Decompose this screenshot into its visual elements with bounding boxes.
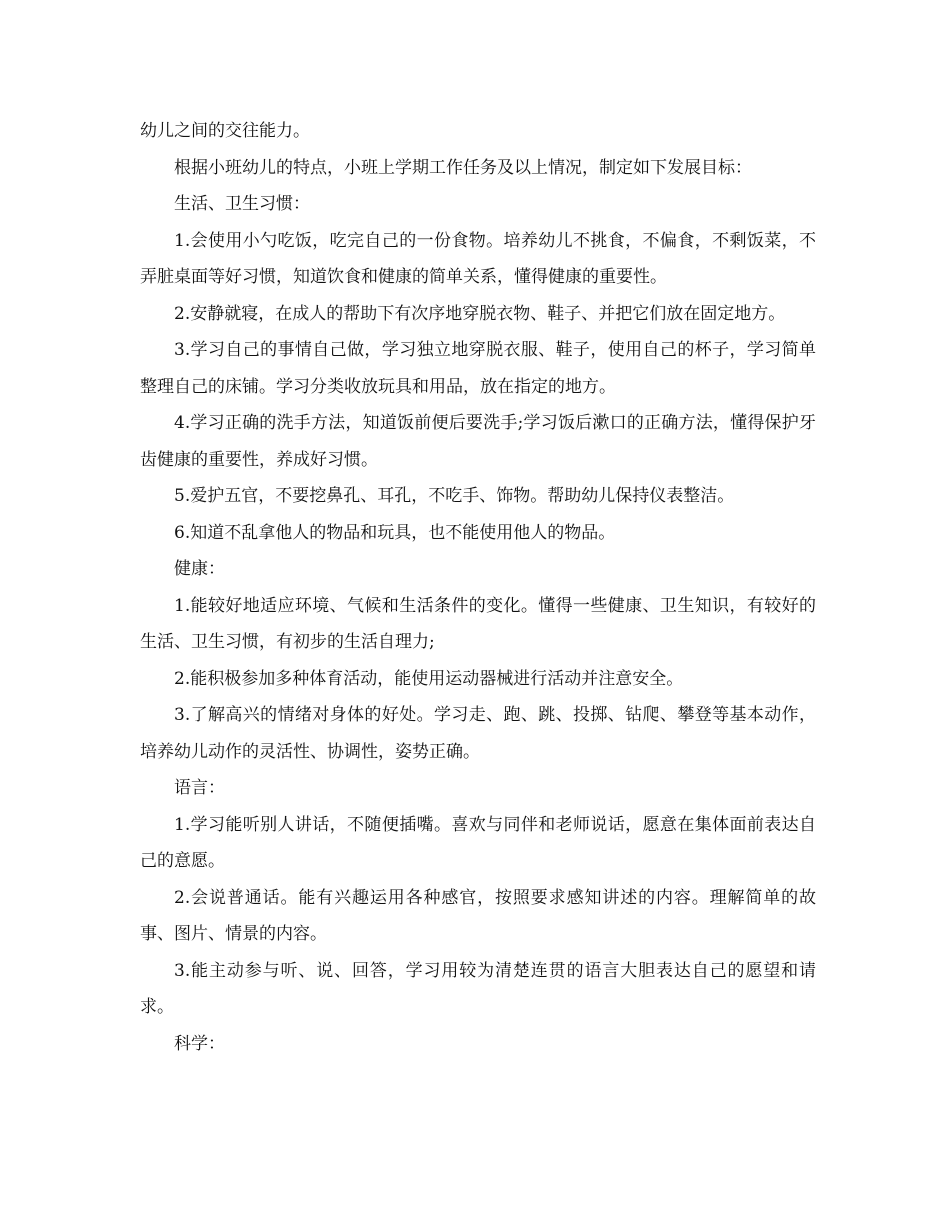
paragraph: 2.会说普通话。能有兴趣运用各种感官，按照要求感知讲述的内容。理解简单的故事、图片、情景的内容。 <box>140 887 816 944</box>
paragraph: 幼儿之间的交往能力。 <box>140 121 310 141</box>
paragraph: 5.爱护五官，不要挖鼻孔、耳孔，不吃手、饰物。帮助幼儿保持仪表整洁。 <box>174 486 735 506</box>
paragraph: 6.知道不乱拿他人的物品和玩具，也不能使用他人的物品。 <box>174 522 616 543</box>
paragraph: 1.会使用小勺吃饭，吃完自己的一份食物。培养幼儿不挑食，不偏食，不剩饭菜，不弄脏桌面等好习惯，知道饮食和健康的简单关系，懂得健康的重要性。 <box>140 230 816 287</box>
section-heading-health: 健康： <box>174 559 225 579</box>
paragraph: 1.能较好地适应环境、气候和生活条件的变化。懂得一些健康、卫生知识，有较好的生活、卫生习惯，有初步的生活自理力; <box>140 595 816 652</box>
section-heading-language: 语言： <box>174 778 225 798</box>
paragraph: 3.了解高兴的情绪对身体的好处。学习走、跑、跳、投掷、钻爬、攀登等基本动作，培养幼儿动作的灵活性、协调性，姿势正确。 <box>140 705 816 762</box>
paragraph: 3.学习自己的事情自己做，学习独立地穿脱衣服、鞋子，使用自己的杯子，学习简单整理自己的床铺。学习分类收放玩具和用品，放在指定的地方。 <box>140 340 816 397</box>
paragraph: 1.学习能听别人讲话，不随便插嘴。喜欢与同伴和老师说话，愿意在集体面前表达自己的意愿。 <box>140 814 816 871</box>
document-body <box>140 113 816 1062</box>
paragraph: 2.能积极参加多种体育活动，能使用运动器械进行活动并注意安全。 <box>174 668 684 689</box>
paragraph: 2.安静就寝，在成人的帮助下有次序地穿脱衣物、鞋子、并把它们放在固定地方。 <box>174 303 786 324</box>
paragraph: 根据小班幼儿的特点，小班上学期工作任务及以上情况，制定如下发展目标： <box>174 157 752 178</box>
paragraph: 3.能主动参与听、说、回答，学习用较为清楚连贯的语言大胆表达自己的愿望和请求。 <box>140 960 816 1017</box>
paragraph: 4.学习正确的洗手方法，知道饭前便后要洗手;学习饭后漱口的正确方法，懂得保护牙齿健康的重要性，养成好习惯。 <box>140 413 816 470</box>
section-heading-life-hygiene: 生活、卫生习惯： <box>174 194 310 214</box>
section-heading-science: 科学： <box>174 1033 225 1054</box>
